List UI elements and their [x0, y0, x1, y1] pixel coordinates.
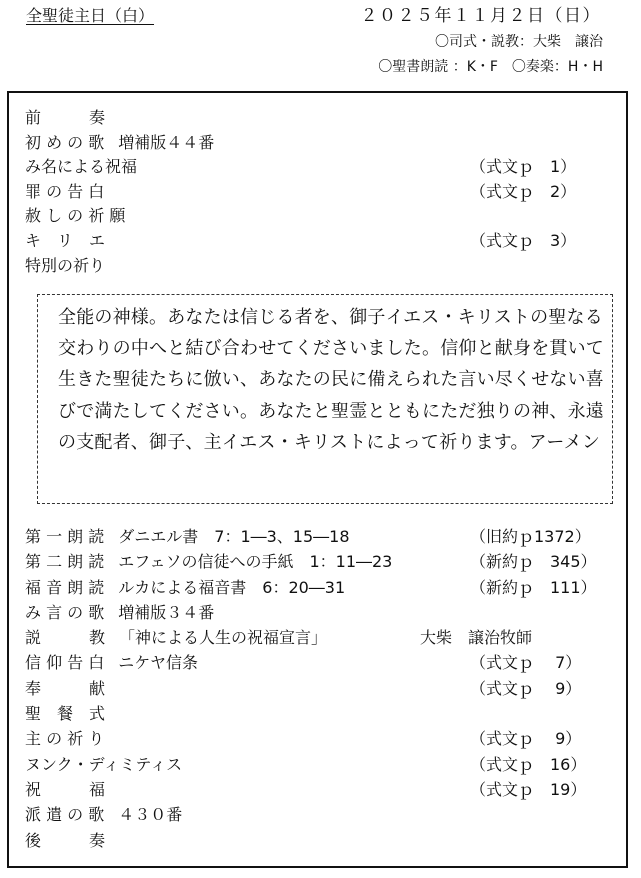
order-item [25, 828, 605, 853]
special-prayer-text: 全能の神様。あなたは信じる者を、御子イエス・キリストの聖なる交わりの中へと結び合わせてくださいました。信仰と献身を貫いて生きた聖徒たちに倣い、あなたの民に備えられた言い尽くせない喜びで満たしてください。あなたと聖霊とともにただ独りの神、永遠の支配者、御子、主イエス・キリストによって祈ります。アーメン [58, 307, 604, 453]
order-item-reference: （式文ｐ 2） [470, 181, 577, 201]
service-title: 全聖徒主日（白） [26, 6, 155, 25]
order-item-name: 祝 福 [25, 779, 106, 799]
order-item [25, 524, 605, 549]
order-item-name: み 言 の 歌 [25, 602, 105, 622]
reader-musician-line: 〇聖書朗読 ：K・F 〇奏楽：H・H [378, 59, 603, 75]
order-item-detail: ルカによる福音書 6：20―31 [118, 577, 346, 597]
order-item [25, 701, 605, 726]
order-item-reference: （式文ｐ 3） [470, 230, 577, 250]
order-item-name: 第 二 朗 読 [25, 552, 105, 572]
order-item [25, 229, 605, 254]
sermon-title: 「神による人生の祝福宣言」 [119, 628, 328, 648]
order-item [25, 180, 605, 205]
order-item-name: 福 音 朗 読 [25, 577, 105, 597]
order-item-name: 信 仰 告 白 [25, 653, 105, 673]
order-item [25, 549, 605, 574]
order-item [25, 254, 605, 279]
order-item [25, 625, 605, 650]
order-item [25, 752, 605, 777]
order-item-name: 説 教 [25, 628, 106, 648]
order-item [25, 155, 605, 180]
order-item-reference: （式文ｐ 9） [470, 729, 582, 749]
order-item-name: ヌンク・ディミティス [25, 754, 183, 774]
order-item-name: 特別の祈り [25, 255, 106, 275]
order-item-reference: （式文ｐ 1） [470, 157, 577, 177]
order-item-detail: ４３０番 [118, 805, 183, 825]
order-item-detail: ダニエル書 7：1―3、15―18 [118, 527, 350, 546]
order-item [25, 106, 605, 131]
order-item-reference: （式文ｐ 7） [470, 653, 582, 673]
order-item-name: 罪 の 告 白 [25, 181, 105, 201]
order-item-reference: （新約ｐ 345） [470, 552, 597, 572]
order-item-reference: （式文ｐ 19） [470, 779, 587, 799]
order-list-upper [25, 106, 605, 278]
order-item-name: 赦 し の 祈 願 [25, 206, 126, 226]
order-item-detail: エフェソの信徒への手紙 1：11―23 [118, 552, 393, 572]
order-item-reference: （旧約ｐ1372） [470, 527, 591, 546]
order-item-detail: ニケヤ信条 [118, 653, 198, 673]
order-list-lower [25, 524, 605, 853]
order-item [25, 131, 605, 156]
officiant-line: 〇司式・説教：大柴 譲治 [435, 34, 603, 50]
order-item-name: 主 の 祈 り [25, 729, 105, 749]
order-item [25, 676, 605, 701]
order-item-name: 初 め の 歌 [25, 132, 105, 152]
preacher-name: 大柴 譲治牧師 [420, 628, 533, 648]
order-item [25, 600, 605, 625]
order-item [25, 204, 605, 229]
order-item-name: キ リ エ [25, 230, 106, 250]
order-item [25, 575, 605, 600]
order-item-detail: 増補版４４番 [118, 132, 215, 152]
order-item [25, 726, 605, 751]
order-item-name: 後 奏 [25, 830, 106, 850]
service-date: ２０２５年１１月２日（日） [360, 6, 601, 26]
order-item [25, 777, 605, 802]
order-item-name: 前 奏 [25, 108, 106, 127]
order-item-name: 第 一 朗 読 [25, 527, 105, 546]
order-item-detail: 増補版３４番 [118, 602, 215, 622]
order-item-name: 奉 献 [25, 678, 106, 698]
order-item-name: み名による祝福 [25, 157, 138, 177]
order-item-reference: （新約ｐ 111） [470, 577, 597, 597]
order-item-reference: （式文ｐ 16） [470, 754, 587, 774]
order-item [25, 802, 605, 827]
order-item-name: 聖 餐 式 [25, 704, 106, 724]
order-item-reference: （式文ｐ 9） [470, 678, 582, 698]
order-item [25, 650, 605, 675]
order-item-name: 派 遣 の 歌 [25, 805, 105, 825]
